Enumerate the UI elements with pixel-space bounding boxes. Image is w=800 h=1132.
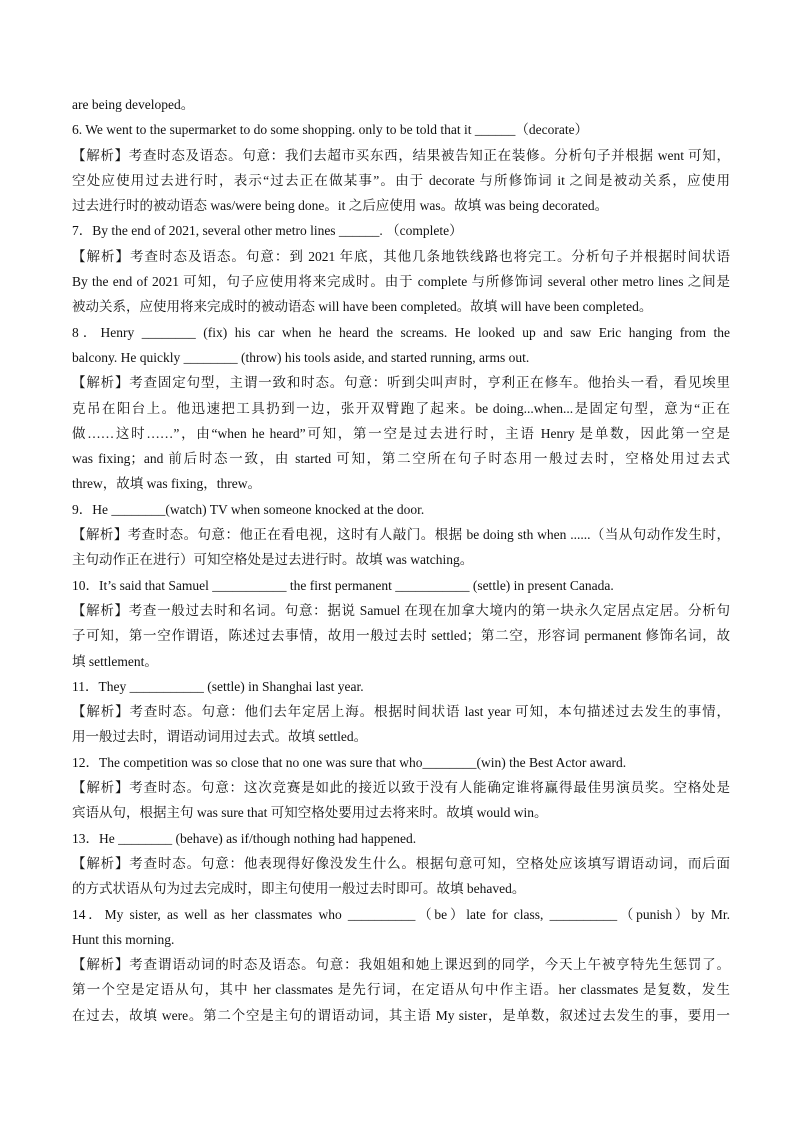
analysis-line: 过去进行时的被动语态 was/were being done。it 之后应使用 was。故填 was being decorated。	[72, 198, 609, 214]
analysis-line: 【解析】考查时态。句意：这次竞赛是如此的接近以致于没有人能确定谁将赢得最佳男演员奖。空格处是	[72, 780, 730, 796]
analysis-line: 第一个空是定语从句，其中 her classmates 是先行词，在定语从句中作主语。her classmates 是复数，发生	[72, 982, 730, 998]
analysis-line: 【解析】考查时态及语态。句意：我们去超市买东西，结果被告知正在装修。分析句子并根据 went 可知，	[72, 147, 730, 163]
analysis-line: 用一般过去时，谓语动词用过去式。故填 settled。	[72, 729, 368, 745]
analysis-line: 宾语从句，根据主句 was sure that 可知空格处要用过去将来时。故填 would win。	[72, 805, 548, 821]
analysis-line: 【解析】考查时态及语态。句意：到 2021 年底，其他几条地铁线路也将完工。分析句子并根据时间状语	[72, 248, 730, 264]
analysis-line: 【解析】考查谓语动词的时态及语态。句意：我姐姐和她上课迟到的同学，今天上午被亨特先生惩罚了。	[72, 957, 730, 973]
question-11: 11．They ___________ (settle) in Shanghai last year.	[72, 678, 364, 694]
analysis-line: 克吊在阳台上。他迅速把工具扔到一边，张开双臂跑了起来。be doing...when...是固定句型，意为“正在	[72, 400, 730, 416]
analysis-line: 被动关系，应使用将来完成时的被动语态 will have been completed。故填 will have been completed。	[72, 299, 653, 315]
analysis-line: 做……这时……”，由“when he heard”可知，第一空是过去进行时，主语 Henry 是单数，因此第一空是	[72, 425, 730, 441]
question-14-cont: Hunt this morning.	[72, 931, 175, 947]
analysis-line: 填 settlement。	[72, 653, 158, 669]
question-6: 6. We went to the supermarket to do some shopping. only to be told that it ______（decorate）	[72, 122, 589, 138]
question-12: 12．The competition was so close that no one was sure that who________(win) the Best Actor award.	[72, 754, 627, 770]
question-8-cont: balcony. He quickly ________ (throw) his tools aside, and started running, arms out.	[72, 349, 530, 365]
analysis-line: 【解析】考查时态。句意：他表现得好像没发生什么。根据句意可知，空格处应该填写谓语动词，而后面	[72, 855, 730, 871]
question-13: 13．He ________ (behave) as if/though nothing had happened.	[72, 830, 417, 846]
analysis-line: By the end of 2021 可知，句子应使用将来完成时。由于 complete 与所修饰词 several other metro lines 之间是	[72, 274, 730, 290]
analysis-line: 的方式状语从句为过去完成时，即主句使用一般过去时即可。故填 behaved。	[72, 881, 526, 897]
analysis-line: 【解析】考查固定句型，主谓一致和时态。句意：听到尖叫声时，亨利正在修车。他抬头一看，看见埃里	[72, 375, 730, 391]
analysis-line: 【解析】考查时态。句意：他们去年定居上海。根据时间状语 last year 可知，本句描述过去发生的事情，	[72, 704, 730, 720]
analysis-line: 在过去，故填 were。第二个空是主句的谓语动词，其主语 My sister，是单数，叙述过去发生的事，要用一	[72, 1007, 730, 1023]
question-8: 8．Henry ________ (fix) his car when he heard the screams. He looked up and saw Eric hanging from the	[72, 324, 730, 340]
analysis-line: 空处应使用过去进行时，表示“过去正在做某事”。由于 decorate 与所修饰词 it 之间是被动关系，应使用	[72, 172, 730, 188]
analysis-line: 主句动作正在进行）可知空格处是过去进行时。故填 was watching。	[72, 552, 474, 568]
question-9: 9．He ________(watch) TV when someone knocked at the door.	[72, 501, 425, 517]
analysis-line: was fixing；and 前后时态一致，由 started 可知，第二空所在句子时态用一般过去时，空格处用过去式	[72, 451, 730, 467]
question-10: 10．It’s said that Samuel ___________ the first permanent ___________ (settle) in present Canada.	[72, 577, 614, 593]
analysis-line: 【解析】考查一般过去时和名词。句意：据说 Samuel 在现在加拿大境内的第一块永久定居点定居。分析句	[72, 602, 730, 618]
question-7: 7．By the end of 2021, several other metro lines ______. （complete）	[72, 223, 463, 239]
analysis-line: 子可知，第一空作谓语，陈述过去事情，故用一般过去时 settled；第二空，形容词 permanent 修饰名词，故	[72, 628, 730, 644]
analysis-line: threw，故填 was fixing，threw。	[72, 476, 261, 492]
text-line: are being developed。	[72, 97, 195, 112]
analysis-line: 【解析】考查时态。句意：他正在看电视，这时有人敲门。根据 be doing sth when ......（当从句动作发生时，	[72, 527, 730, 543]
question-14: 14．My sister, as well as her classmates who __________（be）late for class, __________（punish）by Mr.	[72, 906, 730, 922]
